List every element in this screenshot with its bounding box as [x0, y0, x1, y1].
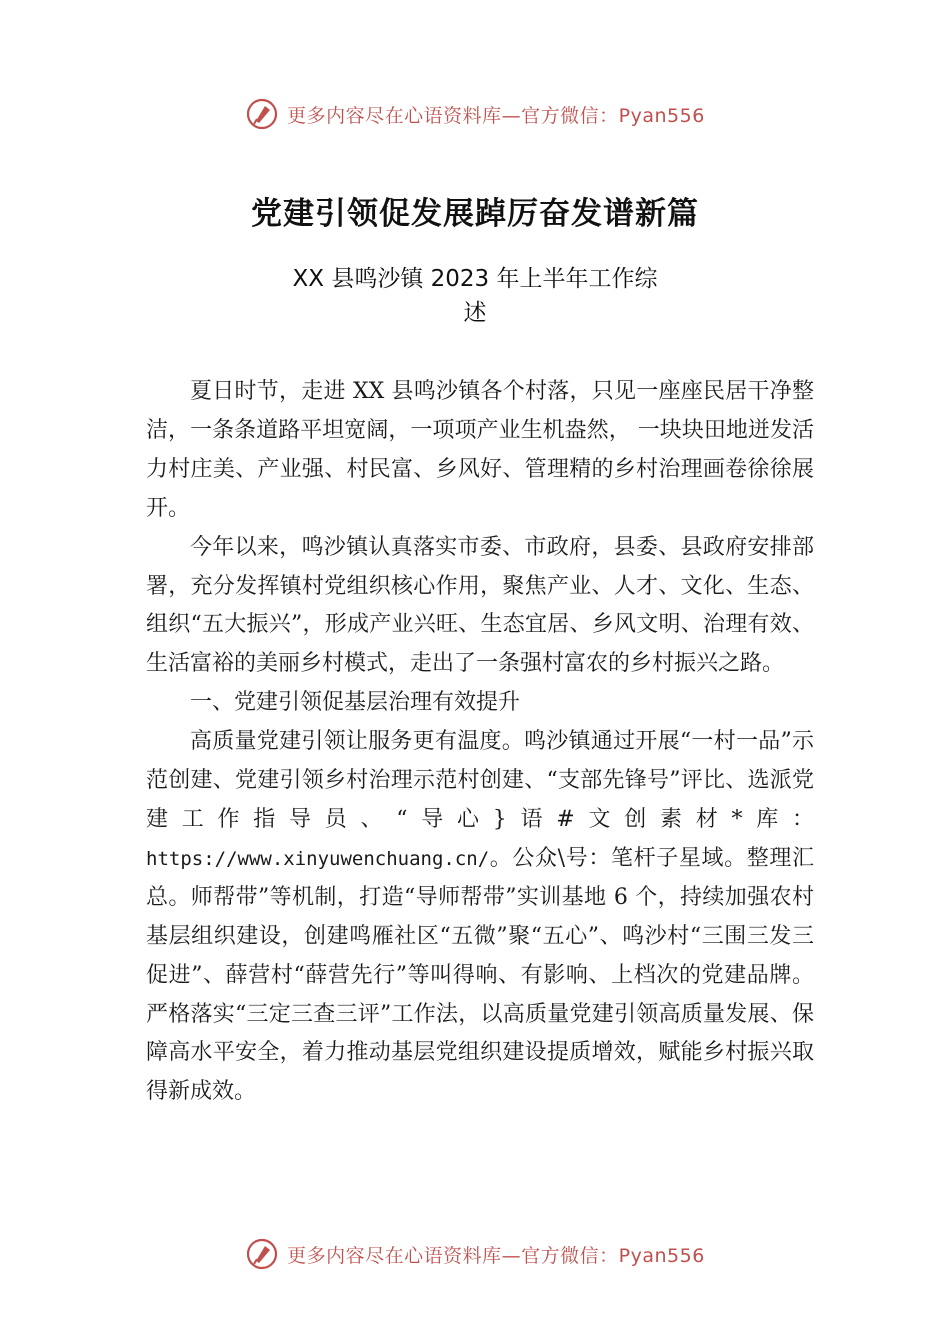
watermark-text: 更多内容尽在心语资料库—官方微信：Pyan556: [287, 1244, 705, 1267]
document-body: [146, 373, 814, 1112]
document-subtitle: [250, 262, 700, 330]
watermark-footer: [0, 1234, 950, 1274]
pen-nib-icon: [245, 1237, 279, 1271]
watermark-header: [0, 94, 950, 134]
pen-nib-icon: [245, 97, 279, 131]
paragraph-overview: 今年以来，鸣沙镇认真落实市委、市政府，县委、县政府安排部署，充分发挥镇村党组织核心作用，聚焦产业、人才、文化、生态、组织“五大振兴”，形成产业兴旺、生态宜居、乡风文明、治理有效、生活富裕的美丽乡村模式，走出了一条强村富农的乡村振兴之路。: [146, 534, 814, 677]
watermark-text: 更多内容尽在心语资料库—官方微信：Pyan556: [287, 104, 705, 127]
paragraph-party-building: [146, 723, 814, 1112]
paragraph-intro: 夏日时节，走进 XX 县鸣沙镇各个村落，只见一座座民居干净整洁，一条条道路平坦宽阔，一项项产业生机盎然， 一块块田地迸发活力村庄美、产业强、村民富、乡风好、管理精的乡村治理画卷徐徐展开。: [146, 379, 814, 521]
document-title: 党建引领促发展踔厉奋发谱新篇: [251, 196, 699, 232]
paragraph-text-part1: 高质量党建引领让服务更有温度。鸣沙镇通过开展“一村一品”示范创建、党建引领乡村治理示范村创建、“支部先锋号”评比、选派党建工作指导员、“导心}语#文创素材*库：: [146, 729, 814, 832]
section-heading: 一、党建引领促基层治理有效提升: [190, 690, 521, 716]
source-url: https://www.xinyuwenchuang.cn/: [146, 847, 490, 870]
subtitle-line-2: 述: [463, 300, 487, 326]
subtitle-line-1: XX 县鸣沙镇 2023 年上半年工作综: [292, 266, 658, 292]
paragraph-text-part2: 。公众\号：笔杆子星域。整理汇总。师帮带”等机制，打造“导师帮带”实训基地 6 个，持续加强农村基层组织建设，创建鸣雁社区“五微”聚“五心”、鸣沙村“三围三发三促进”、薛营村“薛营先行”等叫得响、有影响、上档次的党建品牌。严格落实“三定三查三评”工作法，以高质量党建引领高质量发展、保障高水平安全，着力推动基层党组织建设提质增效，赋能乡村振兴取得新成效。: [146, 845, 814, 1105]
